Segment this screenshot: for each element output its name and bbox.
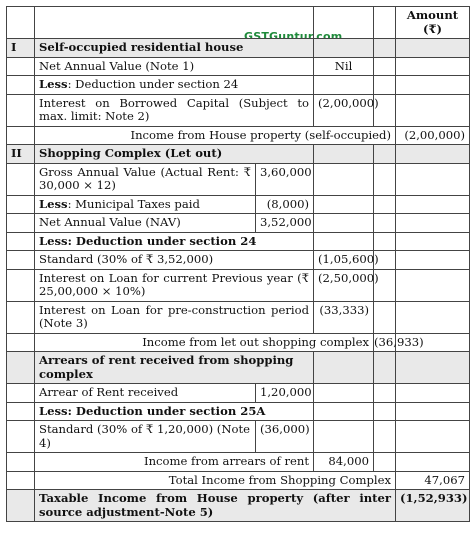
header-row [7, 7, 470, 39]
table-row [7, 402, 470, 421]
table-row [7, 453, 470, 472]
table-row [7, 94, 470, 126]
section-1-nav-value: Nil [314, 57, 374, 76]
section-2-income-value: (36,933) [374, 333, 396, 352]
section-2-interest-pre-label: Interest on Loan for pre-construction period (Note 3) [35, 301, 314, 333]
arrears-deduction-label: Less: Deduction under section 25A [35, 402, 314, 421]
section-2-deduction-label: Less: Deduction under section 24 [35, 232, 314, 251]
table-row [7, 301, 470, 333]
table-row [7, 333, 470, 352]
table-row [7, 232, 470, 251]
section-1-income-label: Income from House property (self-occupied) [35, 126, 396, 145]
section-2-standard-value: (1,05,600) [314, 251, 374, 270]
section-2-income-label: Income from let out shopping complex [35, 333, 374, 352]
table-row [7, 126, 470, 145]
section-2-nav-value: 3,52,000 [256, 214, 314, 233]
arrears-total-value: 47,067 [396, 471, 470, 490]
section-2-title: Shopping Complex (Let out) [35, 145, 314, 164]
section-2-interest-current-label: Interest on Loan for current Previous year (₹ 25,00,000 × 10%) [35, 269, 314, 301]
watermark-text: GSTGuntur.com [244, 30, 343, 43]
arrears-standard-value: (36,000) [256, 421, 314, 453]
amount-header: Amount (₹) [396, 7, 470, 39]
house-property-computation-table [6, 6, 470, 522]
section-1-nav-label: Net Annual Value (Note 1) [35, 57, 314, 76]
arrears-income-label: Income from arrears of rent [35, 453, 314, 472]
arrears-rent-label: Arrear of Rent received [35, 384, 256, 403]
section-2-interest-current-value: (2,50,000) [314, 269, 374, 301]
table-row [7, 251, 470, 270]
section-1-numeral: I [7, 39, 35, 58]
section-1-interest-value: (2,00,000) [314, 94, 374, 126]
table-row [7, 76, 470, 95]
section-2-tax-label: Less: Municipal Taxes paid [35, 195, 256, 214]
table-row [7, 269, 470, 301]
section-1-less-label: Less: Deduction under section 24 [35, 76, 314, 95]
arrears-title-row [7, 352, 470, 384]
section-2-gav-label: Gross Annual Value (Actual Rent: ₹ 30,000 × 12) [35, 163, 256, 195]
table-row [7, 163, 470, 195]
table-row [7, 57, 470, 76]
taxable-income-row [7, 490, 470, 522]
arrears-standard-label: Standard (30% of ₹ 1,20,000) (Note 4) [35, 421, 256, 453]
section-1-title: Self-occupied residential house [35, 39, 314, 58]
taxable-income-label: Taxable Income from House property (after inter source adjustment-Note 5) [35, 490, 396, 522]
taxable-income-value: (1,52,933) [396, 490, 470, 522]
section-2-numeral: II [7, 145, 35, 164]
section-2-standard-label: Standard (30% of ₹ 3,52,000) [35, 251, 314, 270]
arrears-title: Arrears of rent received from shopping complex [35, 352, 314, 384]
table-row [7, 195, 470, 214]
table-row [7, 384, 470, 403]
arrears-rent-value: 1,20,000 [256, 384, 314, 403]
section-2-title-row [7, 145, 470, 164]
table-row [7, 214, 470, 233]
arrears-total-label: Total Income from Shopping Complex [35, 471, 396, 490]
section-1-interest-label: Interest on Borrowed Capital (Subject to max. limit: Note 2) [35, 94, 314, 126]
section-1-income-value: (2,00,000) [396, 126, 470, 145]
arrears-income-value: 84,000 [314, 453, 374, 472]
table-row [7, 471, 470, 490]
section-2-gav-value: 3,60,000 [256, 163, 314, 195]
section-2-interest-pre-value: (33,333) [314, 301, 374, 333]
table-row [7, 421, 470, 453]
section-2-nav-label: Net Annual Value (NAV) [35, 214, 256, 233]
section-1-title-row [7, 39, 470, 58]
section-2-tax-value: (8,000) [256, 195, 314, 214]
